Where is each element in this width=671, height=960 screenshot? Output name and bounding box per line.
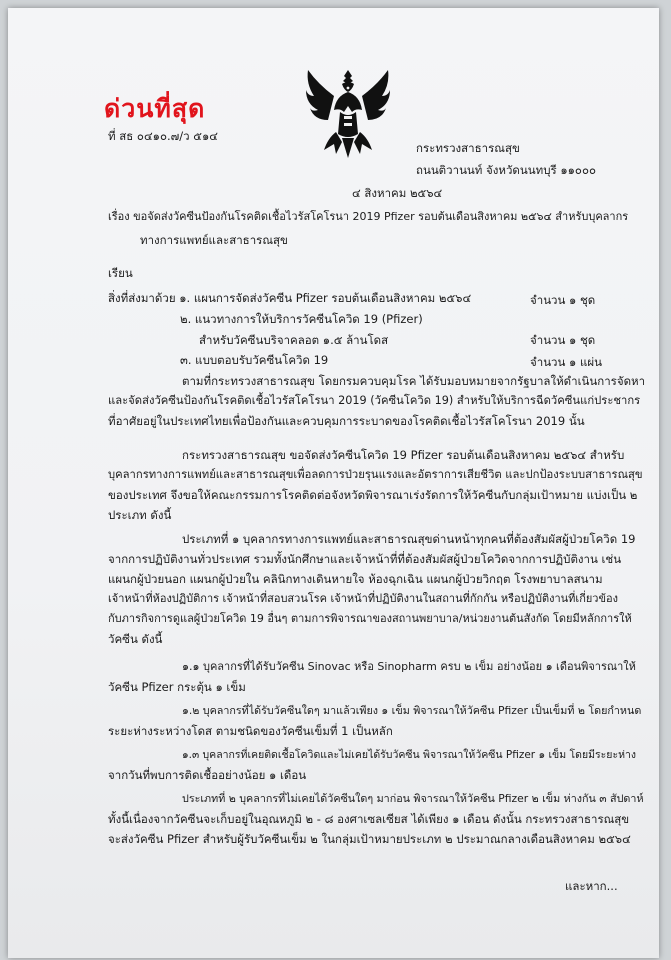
enclosure-item-2-sub: สำหรับวัคซีนบริจาคลอต ๑.๕ ล้านโดส bbox=[199, 333, 389, 347]
paragraph-2-line: ของประเทศ จึงขอให้คณะกรรมการโรคติดต่อจังหวัดพิจารณาเร่งรัดการให้วัคซีนกับกลุ่มเป้าหมาย แบ่งเป็น ๒ bbox=[108, 488, 638, 502]
paragraph-4-line: ทั้งนี้เนื่องจากวัคซีนจะเก็บอยู่ในอุณหภูมิ ๒ - ๘ องศาเซลเซียส ได้เพียง ๑ เดือน ดังนั้น กระทรวงสาธารณสุข bbox=[108, 812, 630, 826]
continuation-note: และหาก... bbox=[565, 879, 618, 893]
paragraph-3-line: ประเภทที่ ๑ บุคลากรทางการแพทย์และสาธารณสุขด่านหน้าทุกคนที่ต้องสัมผัสผู้ป่วยโควิด 19 bbox=[182, 532, 636, 546]
paragraph-3-line: วัคซีน ดังนี้ bbox=[108, 632, 163, 646]
enclosure-qty-1: จำนวน ๑ ชุด bbox=[530, 293, 596, 307]
paragraph-2-line: ประเภท ดังนี้ bbox=[108, 508, 172, 522]
reference-number: ที่ สธ ๐๔๑๐.๗/ว ๕๑๔ bbox=[108, 129, 218, 143]
sub-item-1-3-line: ๑.๓ บุคลากรที่เคยติดเชื้อโควิดและไม่เคยได้รับวัคซีน พิจารณาให้วัคซีน Pfizer ๑ เข็ม โดยมีระยะห่าง bbox=[182, 749, 637, 761]
paragraph-1-line: ที่อาศัยอยู่ในประเทศไทยเพื่อป้องกันและควบคุมการระบาดของโรคติดเชื้อไวรัสโคโรนา 2019 นั้น bbox=[108, 414, 585, 428]
enclosure-intro: สิ่งที่ส่งมาด้วย ๑. แผนการจัดส่งวัคซีน Pfizer รอบต้นเดือนสิงหาคม ๒๕๖๔ bbox=[108, 291, 472, 305]
document-page bbox=[8, 8, 659, 958]
sub-item-1-1-line: ๑.๑ บุคลากรที่ได้รับวัคซีน Sinovac หรือ Sinopharm ครบ ๒ เข็ม อย่างน้อย ๑ เดือนพิจารณาให้ bbox=[182, 660, 636, 673]
ministry-name: กระทรวงสาธารณสุข bbox=[416, 141, 520, 155]
ministry-address: ถนนติวานนท์ จังหวัดนนทบุรี ๑๑๐๐๐ bbox=[416, 163, 596, 177]
paragraph-1-line: ตามที่กระทรวงสาธารณสุข โดยกรมควบคุมโรค ได้รับมอบหมายจากรัฐบาลให้ดำเนินการจัดหา bbox=[182, 374, 646, 388]
paragraph-3-line: เจ้าหน้าที่ห้องปฏิบัติการ เจ้าหน้าที่สอบสวนโรค เจ้าหน้าที่ปฏิบัติงานในสถานที่กักกัน หรือปฏิบัติงานที่เกี่ยวข้อง bbox=[108, 592, 618, 605]
enclosure-item-2: ๒. แนวทางการให้บริการวัคซีนโควิด 19 (Pfizer) bbox=[180, 312, 423, 326]
paragraph-3-line: แผนกผู้ป่วยนอก แผนกผู้ป่วยใน คลินิกทางเดินหายใจ ห้องฉุกเฉิน แผนกผู้ป่วยวิกฤต โรงพยาบาลสนาม bbox=[108, 572, 603, 586]
paragraph-4-line: จะส่งวัคซีน Pfizer สำหรับผู้รับวัคซีนเข็ม ๒ ในกลุ่มเป้าหมายประเภท ๒ ประมาณกลางเดือนสิงหาคม ๒๕๖๔ bbox=[108, 832, 631, 846]
paragraph-2-line: กระทรวงสาธารณสุข ขอจัดส่งวัคซีนโควิด 19 Pfizer รอบต้นเดือนสิงหาคม ๒๕๖๔ สำหรับ bbox=[182, 448, 625, 462]
paragraph-2-line: บุคลากรทางการแพทย์และสาธารณสุขเพื่อลดการป่วยรุนแรงและอัตราการเสียชีวิต และปกป้องระบบสาธารณสุข bbox=[108, 468, 643, 481]
enclosure-qty-2: จำนวน ๑ ชุด bbox=[530, 333, 596, 347]
subject-line-1: เรื่อง ขอจัดส่งวัคซีนป้องกันโรคติดเชื้อไวรัสโคโรนา 2019 Pfizer รอบต้นเดือนสิงหาคม ๒๕๖๔ สำหรับบุคลากร bbox=[108, 210, 629, 223]
sub-item-1-3-line: จากวันที่พบการติดเชื้ออย่างน้อย ๑ เดือน bbox=[108, 768, 307, 782]
paragraph-3-line: จากการปฏิบัติงานทั่วประเทศ รวมทั้งนักศึกษาและเจ้าหน้าที่ที่ต้องสัมผัสผู้ป่วยโควิดจากการปฏิบัติงาน เช่น bbox=[108, 552, 622, 566]
sub-item-1-2-line: ระยะห่างระหว่างโดส ตามชนิดของวัคซีนเข็มที่ 1 เป็นหลัก bbox=[108, 724, 393, 738]
sub-item-1-2-line: ๑.๒ บุคลากรที่ได้รับวัคซีนใดๆ มาแล้วเพียง ๑ เข็ม พิจารณาให้วัคซีน Pfizer เป็นเข็มที่ ๒ โดยกำหนด bbox=[182, 704, 642, 717]
garuda-emblem-icon bbox=[302, 66, 394, 162]
enclosure-qty-3: จำนวน ๑ แผ่น bbox=[530, 355, 602, 369]
document-date: ๔ สิงหาคม ๒๕๖๔ bbox=[352, 186, 443, 200]
salutation: เรียน bbox=[108, 266, 133, 280]
sub-item-1-1-line: วัคซีน Pfizer กระตุ้น ๑ เข็ม bbox=[108, 680, 246, 694]
paragraph-1-line: และจัดส่งวัคซีนป้องกันโรคติดเชื้อไวรัสโคโรนา 2019 (วัคซีนโควิด 19) สำหรับให้บริการฉีดวัคซีนแก่ประชากร bbox=[108, 394, 641, 407]
paragraph-4-line: ประเภทที่ ๒ บุคลากรที่ไม่เคยได้วัคซีนใดๆ มาก่อน พิจารณาให้วัคซีน Pfizer ๒ เข็ม ห่างกัน ๓ สัปดาห์ bbox=[182, 792, 644, 805]
urgent-stamp: ด่วนที่สุด bbox=[104, 94, 206, 123]
subject-line-2: ทางการแพทย์และสาธารณสุข bbox=[140, 233, 288, 247]
paragraph-3-line: กับภารกิจการดูแลผู้ป่วยโควิด 19 อื่นๆ ตามการพิจารณาของสถานพยาบาล/หน่วยงานต้นสังกัด โดยมีหลักการให้ bbox=[108, 612, 632, 625]
enclosure-item-3: ๓. แบบตอบรับวัคซีนโควิด 19 bbox=[180, 353, 329, 367]
